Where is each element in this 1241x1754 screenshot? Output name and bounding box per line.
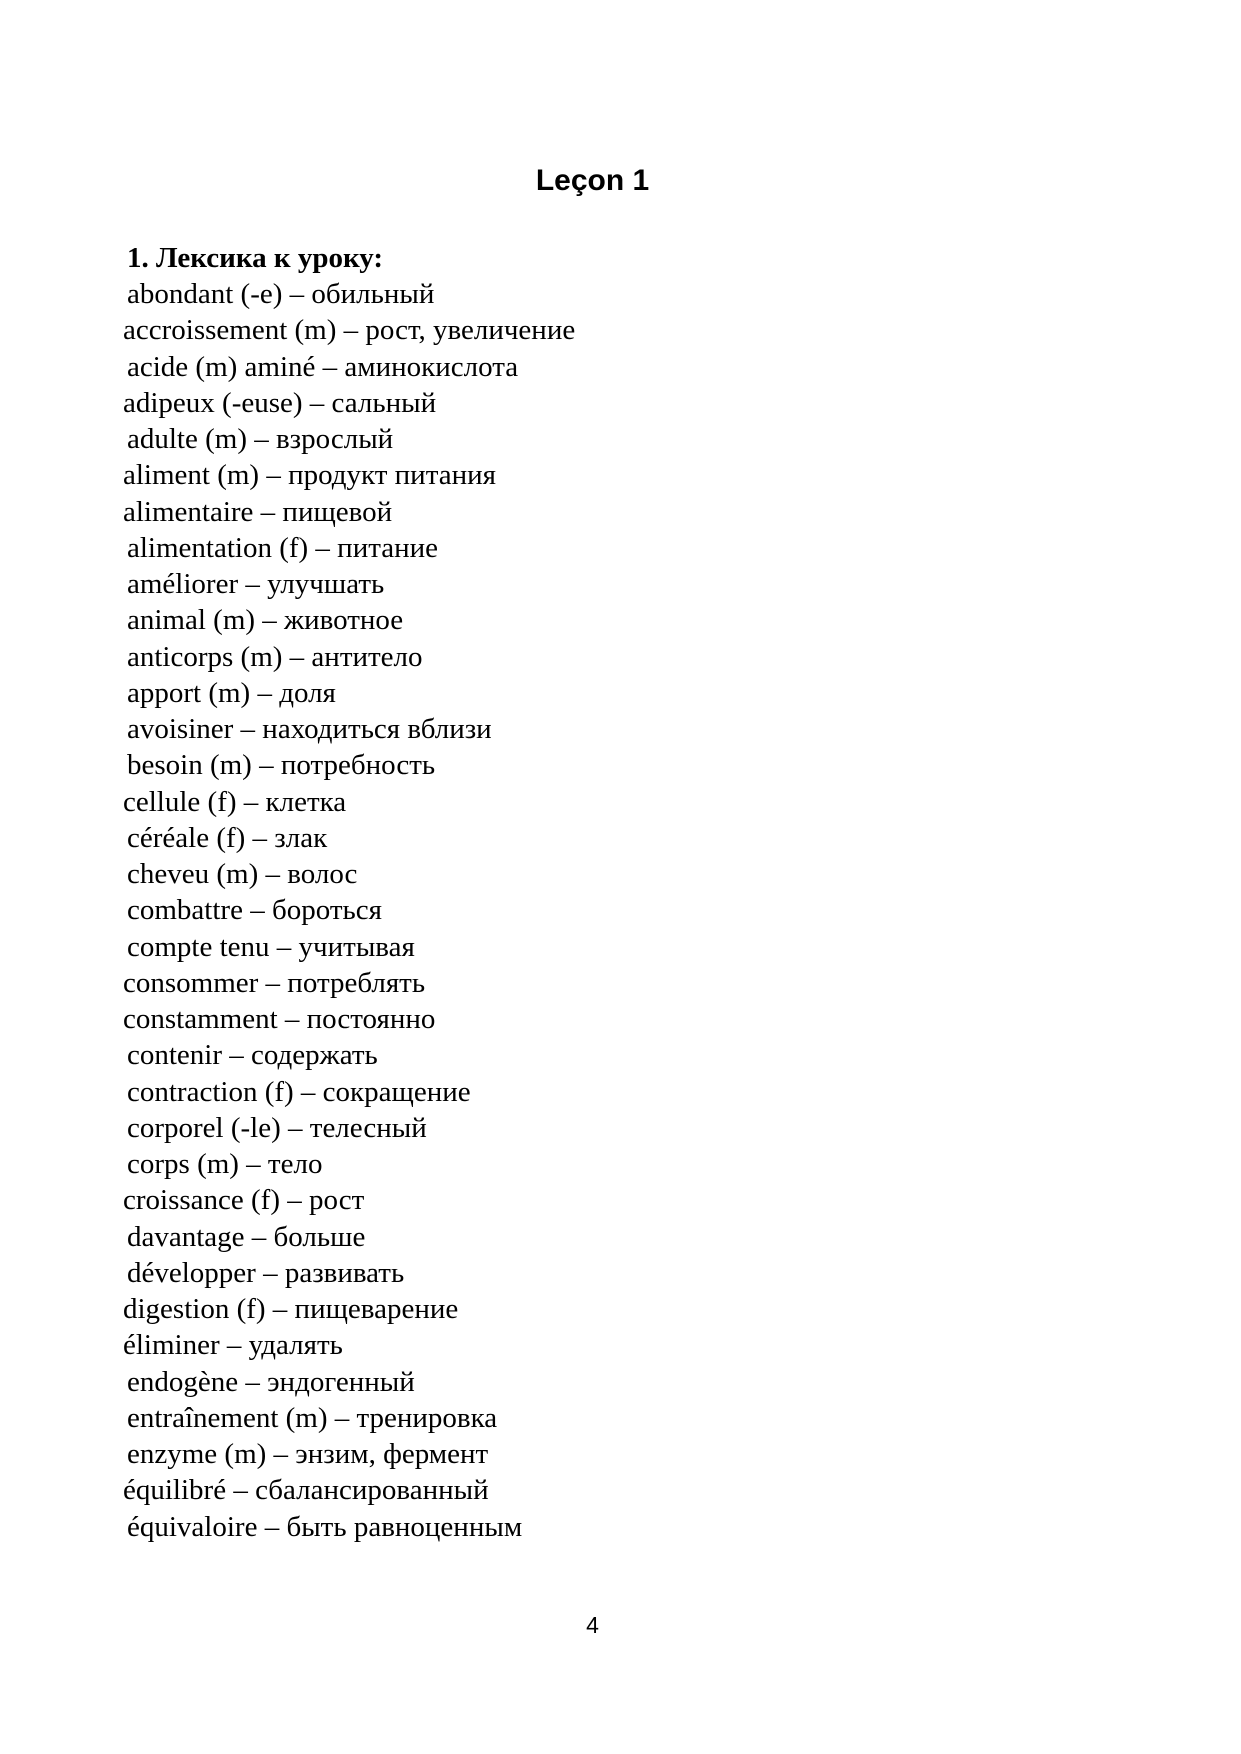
vocabulary-item: croissance (f) – рост — [123, 1184, 365, 1216]
page-number: 4 — [586, 1612, 599, 1638]
lesson-title: Leçon 1 — [535, 164, 650, 197]
vocabulary-item: améliorer – улучшать — [127, 568, 385, 600]
vocabulary-item: accroissement (m) – рост, увеличение — [123, 314, 576, 346]
vocabulary-item: animal (m) – животное — [127, 604, 404, 636]
vocabulary-item: entraînement (m) – тренировка — [127, 1402, 498, 1434]
vocabulary-item: abondant (-e) – обильный — [127, 278, 435, 310]
vocabulary-item: constamment – постоянно — [123, 1003, 436, 1035]
vocabulary-item: alimentaire – пищевой — [123, 496, 393, 528]
vocabulary-item: équilibré – сбалансированный — [123, 1474, 489, 1506]
vocabulary-item: endogène – эндогенный — [127, 1366, 415, 1398]
vocabulary-item: corps (m) – тело — [127, 1148, 323, 1180]
vocabulary-item: compte tenu – учитывая — [127, 931, 415, 963]
vocabulary-item: apport (m) – доля — [127, 677, 336, 709]
vocabulary-item: équivaloire – быть равноценным — [127, 1511, 523, 1543]
vocabulary-item: céréale (f) – злак — [127, 822, 328, 854]
vocabulary-item: digestion (f) – пищеварение — [123, 1293, 459, 1325]
vocabulary-item: cheveu (m) – волос — [127, 858, 358, 890]
vocabulary-item: combattre – бороться — [127, 894, 382, 926]
vocabulary-item: éliminer – удалять — [123, 1329, 343, 1361]
vocabulary-item: enzyme (m) – энзим, фермент — [127, 1438, 489, 1470]
vocabulary-item: corporel (-le) – телесный — [127, 1112, 427, 1144]
vocabulary-item: acide (m) aminé – аминокислота — [127, 351, 519, 383]
vocabulary-item: davantage – больше — [127, 1221, 366, 1253]
vocabulary-item: alimentation (f) – питание — [127, 532, 439, 564]
section-heading: 1. Лексика к уроку: — [127, 242, 384, 274]
vocabulary-item: aliment (m) – продукт питания — [123, 459, 496, 491]
vocabulary-item: contenir – содержать — [127, 1039, 378, 1071]
vocabulary-item: avoisiner – находиться вблизи — [127, 713, 492, 745]
vocabulary-item: développer – развивать — [127, 1257, 405, 1289]
vocabulary-item: consommer – потреблять — [123, 967, 426, 999]
vocabulary-item: anticorps (m) – антитело — [127, 641, 423, 673]
vocabulary-item: adulte (m) – взрослый — [127, 423, 394, 455]
vocabulary-item: contraction (f) – сокращение — [127, 1076, 471, 1108]
vocabulary-item: besoin (m) – потребность — [127, 749, 436, 781]
vocabulary-item: adipeux (-euse) – сальный — [123, 387, 437, 419]
vocabulary-item: cellule (f) – клетка — [123, 786, 347, 818]
